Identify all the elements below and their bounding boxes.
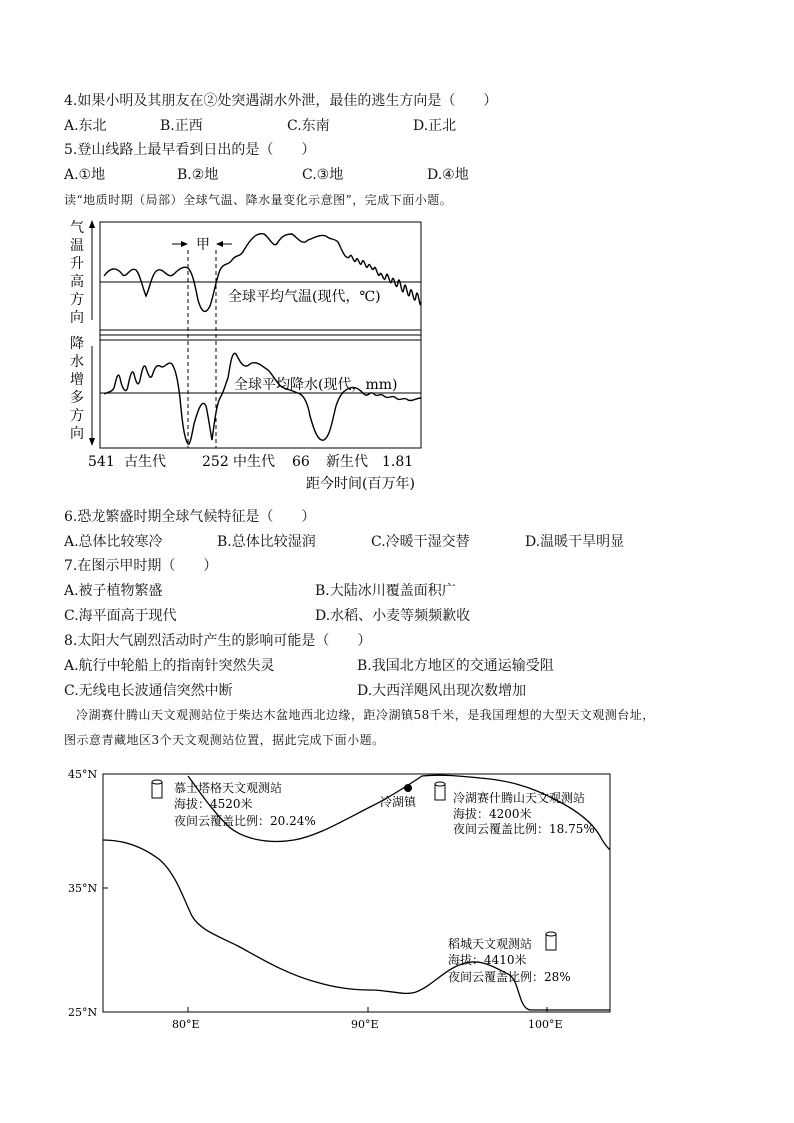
svg-text:方: 方: [70, 292, 84, 308]
period-jia-label: 甲: [196, 237, 210, 253]
svg-text:气: 气: [70, 220, 84, 236]
svg-text:增: 增: [70, 372, 84, 388]
q5-option-d: D.④地: [427, 167, 469, 183]
temperature-reference-label: 全球平均气温(现代，℃): [228, 289, 381, 305]
question-8-stem: 8.太阳大气剧烈活动时产生的影响可能是（ ）: [64, 633, 372, 649]
y-label-precipitation: [70, 336, 84, 442]
station-cloud-ratio: 夜间云覆盖比例：28%: [448, 970, 571, 984]
plateau-boundary-outline: [103, 840, 610, 1010]
x-tick: 1.81: [382, 454, 414, 470]
svg-text:水: 水: [70, 354, 84, 370]
lat-label: 25°N: [68, 1006, 98, 1019]
station-name: 稻城天文观测站: [448, 937, 533, 951]
x-tick: 古生代: [124, 454, 166, 470]
intro-map-line-1: 冷湖赛什腾山天文观测站位于柴达木盆地西北边缘，距冷湖镇58千米，是我国理想的大型天文观测台址，: [76, 708, 655, 722]
q6-option-d: D.温暖干旱明显: [525, 534, 625, 550]
q7-option-a: A.被子植物繁盛: [64, 583, 163, 599]
climate-change-figure: [64, 210, 504, 495]
station-altitude: 海拔：4520米: [174, 797, 253, 811]
lat-label: 45°N: [68, 768, 98, 781]
precipitation-curve: [104, 353, 421, 444]
x-axis-ticks: [88, 453, 413, 470]
question-6-stem: 6.恐龙繁盛时期全球气候特征是（ ）: [64, 509, 316, 525]
x-tick: 66: [292, 454, 310, 470]
intro-map-line-2: 图示意青藏地区3个天文观测站位置，据此完成下面小题。: [64, 733, 385, 747]
question-5-stem: 5.登山线路上最早看到日出的是（ ）: [64, 142, 316, 158]
observatory-icon: [546, 932, 556, 950]
question-4-stem: 4.如果小明及其朋友在②处突遇湖水外泄，最佳的逃生方向是（ ）: [64, 93, 498, 109]
station-altitude: 海拔：4410米: [448, 953, 527, 967]
y-label-temperature: [70, 220, 84, 326]
observatory-location-map: [60, 760, 620, 1035]
q4-option-c: C.东南: [287, 118, 330, 134]
question-7-stem: 7.在图示甲时期（ ）: [64, 558, 218, 574]
q7-option-d: D.水稻、小麦等频频歉收: [315, 608, 471, 624]
svg-text:向: 向: [70, 310, 84, 326]
lon-label: 80°E: [172, 1018, 200, 1031]
station-muztagh: [174, 780, 316, 828]
lenghu-town-label: 冷湖镇: [380, 795, 417, 809]
lenghu-town-marker: [404, 784, 412, 792]
observatory-icon: [152, 780, 162, 798]
lon-label: 90°E: [351, 1018, 379, 1031]
q4-option-a: A.东北: [64, 118, 107, 134]
x-tick: 新生代: [326, 454, 368, 470]
station-altitude: 海拔：4200米: [453, 807, 532, 821]
svg-text:多: 多: [70, 390, 84, 406]
q7-option-b: B.大陆冰川覆盖面积广: [315, 583, 456, 599]
svg-text:升: 升: [70, 256, 84, 272]
lat-label: 35°N: [68, 882, 98, 895]
x-axis-title: 距今时间(百万年): [306, 476, 415, 492]
longitude-labels: [172, 1018, 563, 1031]
q6-option-a: A.总体比较寒冷: [64, 534, 163, 550]
station-saishiteng: [453, 790, 595, 836]
svg-text:降: 降: [70, 336, 84, 352]
intro-figure-1: 读“地质时期（局部）全球气温、降水量变化示意图”，完成下面小题。: [64, 193, 453, 207]
q8-option-c: C.无线电长波通信突然中断: [64, 683, 233, 699]
q6-option-b: B.总体比较湿润: [217, 534, 316, 550]
station-cloud-ratio: 夜间云覆盖比例：20.24%: [174, 814, 316, 828]
q6-option-c: C.冷暖干湿交替: [371, 534, 470, 550]
x-tick: 中生代: [233, 454, 275, 470]
q5-option-c: C.③地: [302, 167, 344, 183]
q4-option-b: B.正西: [160, 118, 203, 134]
svg-text:温: 温: [70, 238, 84, 254]
q4-option-d: D.正北: [413, 118, 457, 134]
q7-option-c: C.海平面高于现代: [64, 608, 177, 624]
svg-text:方: 方: [70, 408, 84, 424]
q5-option-a: A.①地: [64, 167, 106, 183]
station-cloud-ratio: 夜间云覆盖比例：18.75%: [453, 822, 595, 836]
station-name: 慕士塔格天文观测站: [174, 781, 283, 795]
station-name: 冷湖赛什腾山天文观测站: [453, 791, 586, 805]
precipitation-reference-label: 全球平均降水(现代，mm): [234, 377, 398, 393]
svg-text:高: 高: [70, 274, 84, 290]
x-tick: 541: [88, 454, 115, 470]
x-tick: 252: [202, 454, 229, 470]
q8-option-a: A.航行中轮船上的指南针突然失灵: [64, 658, 275, 674]
q8-option-b: B.我国北方地区的交通运输受阻: [357, 658, 554, 674]
observatory-icon: [435, 782, 445, 800]
lon-label: 100°E: [528, 1018, 563, 1031]
q5-option-b: B.②地: [177, 167, 219, 183]
svg-text:向: 向: [70, 426, 84, 442]
latitude-labels: [68, 768, 97, 1019]
q8-option-d: D.大西洋飓风出现次数增加: [357, 683, 527, 699]
